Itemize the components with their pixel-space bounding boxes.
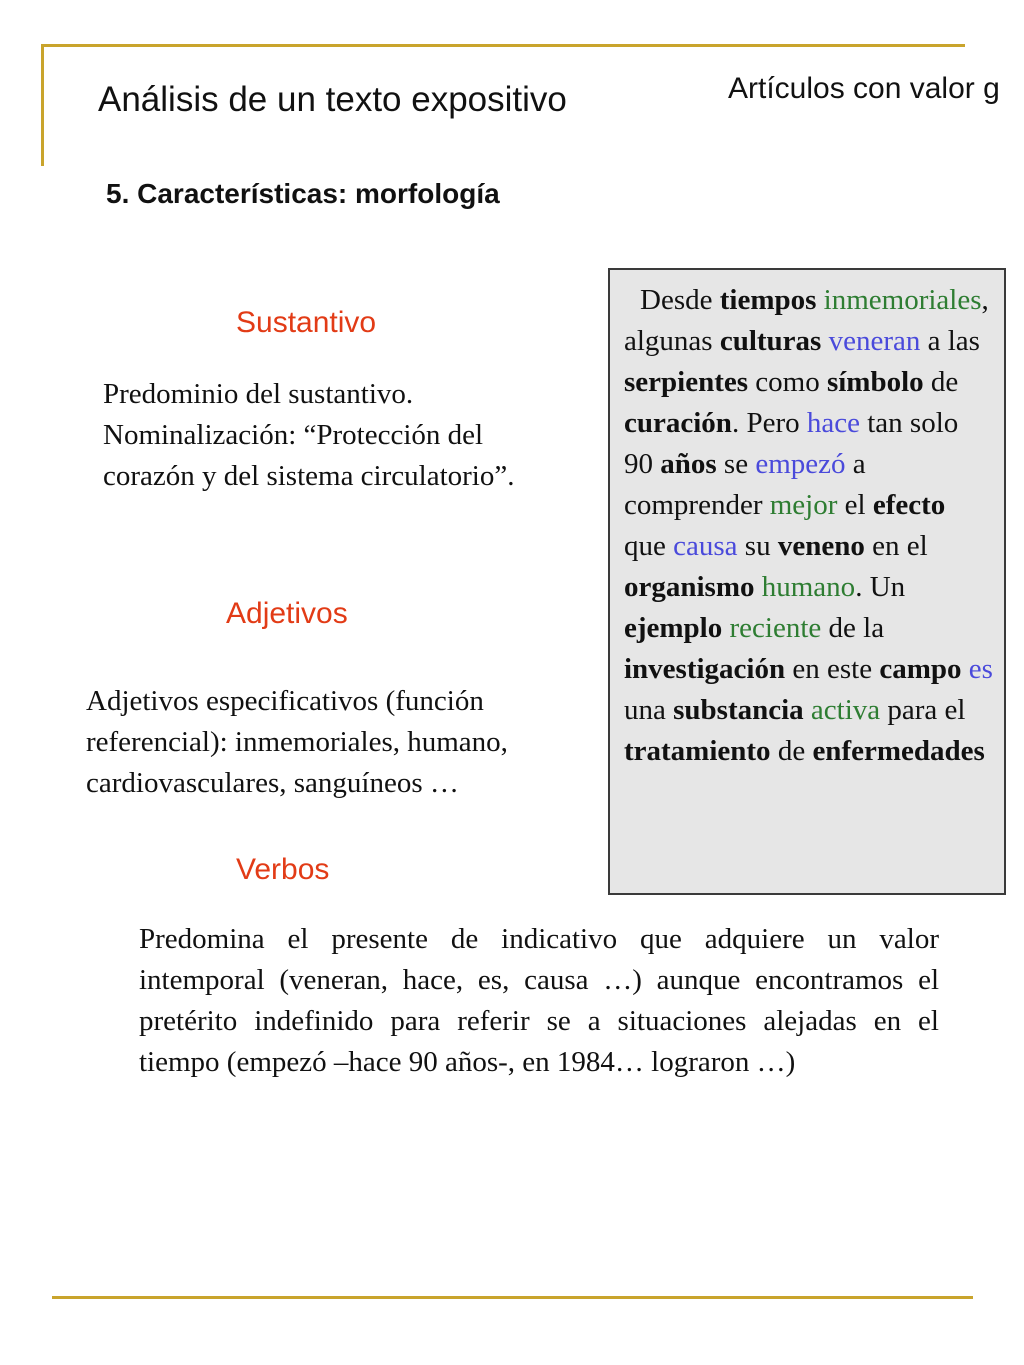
example-segment-green: humano — [761, 571, 856, 603]
example-segment-plain — [821, 325, 828, 357]
example-segment-bold: organismo — [624, 571, 755, 603]
example-segment-bold: tratamiento — [624, 735, 771, 767]
heading-verbos: Verbos — [236, 853, 330, 886]
example-segment-plain: que — [624, 530, 674, 562]
example-segment-blue: causa — [673, 530, 738, 562]
corner-label: Artículos con valor g — [728, 72, 1000, 105]
example-segment-bold: culturas — [719, 325, 822, 357]
example-segment-plain: se — [716, 448, 756, 480]
example-segment-green: reciente — [729, 612, 822, 644]
example-segment-plain: . Un — [855, 571, 906, 603]
example-segment-plain — [755, 571, 762, 603]
example-text — [624, 280, 994, 772]
example-segment-plain: el — [837, 489, 873, 521]
example-segment-plain: como — [748, 366, 827, 398]
example-segment-blue: veneran — [828, 325, 921, 357]
text-sustantivo: Predominio del sustantivo. Nominalización: “Protección del corazón y del sistema circulatorio”. — [103, 378, 515, 492]
example-segment-green: inmemoriales — [823, 284, 982, 316]
example-segment-plain: a comprender — [624, 448, 866, 521]
example-segment-plain — [962, 653, 969, 685]
text-verbos: Predomina el presente de indicativo que adquiere un valor intemporal (veneran, hace, es, causa …) aunque encontramos el pretérito indefinido para referir se a situaciones alejadas en el tiempo (empezó –hace 90 años-, en 1984… lograron …) — [139, 923, 939, 1078]
heading-sustantivo: Sustantivo — [236, 306, 377, 339]
example-segment-plain: de — [923, 366, 959, 398]
example-segment-blue: hace — [806, 407, 860, 439]
example-segment-plain: tan solo 90 — [624, 407, 959, 480]
example-segment-bold: veneno — [777, 530, 865, 562]
section-subtitle: 5. Características: morfología — [106, 178, 500, 209]
example-segment-plain: de — [770, 735, 813, 767]
example-segment-bold: substancia — [673, 694, 804, 726]
example-segment-plain — [816, 284, 823, 316]
example-segment-plain: su — [737, 530, 778, 562]
example-segment-bold: símbolo — [826, 366, 924, 398]
example-segment-plain: una — [624, 694, 674, 726]
example-segment-bold: años — [660, 448, 717, 480]
example-segment-bold: enfermedades — [812, 735, 985, 767]
left-rule — [41, 44, 44, 166]
example-segment-plain: . Pero — [731, 407, 807, 439]
example-segment-bold: serpientes — [624, 366, 749, 398]
example-segment-plain — [722, 612, 729, 644]
example-segment-plain: de la — [821, 612, 885, 644]
example-segment-plain: en este — [785, 653, 880, 685]
example-segment-green: mejor — [769, 489, 838, 521]
example-segment-plain: en el — [864, 530, 928, 562]
example-segment-plain: , algunas — [624, 284, 989, 357]
text-adjetivos: Adjetivos especificativos (función referencial): inmemoriales, humano, cardiovasculares, sanguíneos … — [86, 685, 508, 799]
example-segment-bold: campo — [879, 653, 962, 685]
example-segment-bold: tiempos — [719, 284, 817, 316]
page-title: Análisis de un texto expositivo — [98, 80, 567, 119]
example-segment-bold: investigación — [624, 653, 786, 685]
top-rule — [42, 44, 965, 47]
example-segment-green: activa — [810, 694, 881, 726]
example-segment-plain: Desde — [640, 284, 720, 316]
example-segment-plain — [804, 694, 811, 726]
example-segment-plain: para el — [880, 694, 966, 726]
example-segment-blue: empezó — [755, 448, 846, 480]
heading-adjetivos: Adjetivos — [226, 597, 348, 630]
example-segment-bold: curación — [624, 407, 732, 439]
example-segment-blue: es — [968, 653, 993, 685]
example-segment-bold: ejemplo — [624, 612, 723, 644]
example-segment-bold: efecto — [872, 489, 946, 521]
example-text-box — [608, 268, 1006, 895]
example-segment-plain: a las — [920, 325, 980, 357]
bottom-rule — [52, 1296, 973, 1299]
